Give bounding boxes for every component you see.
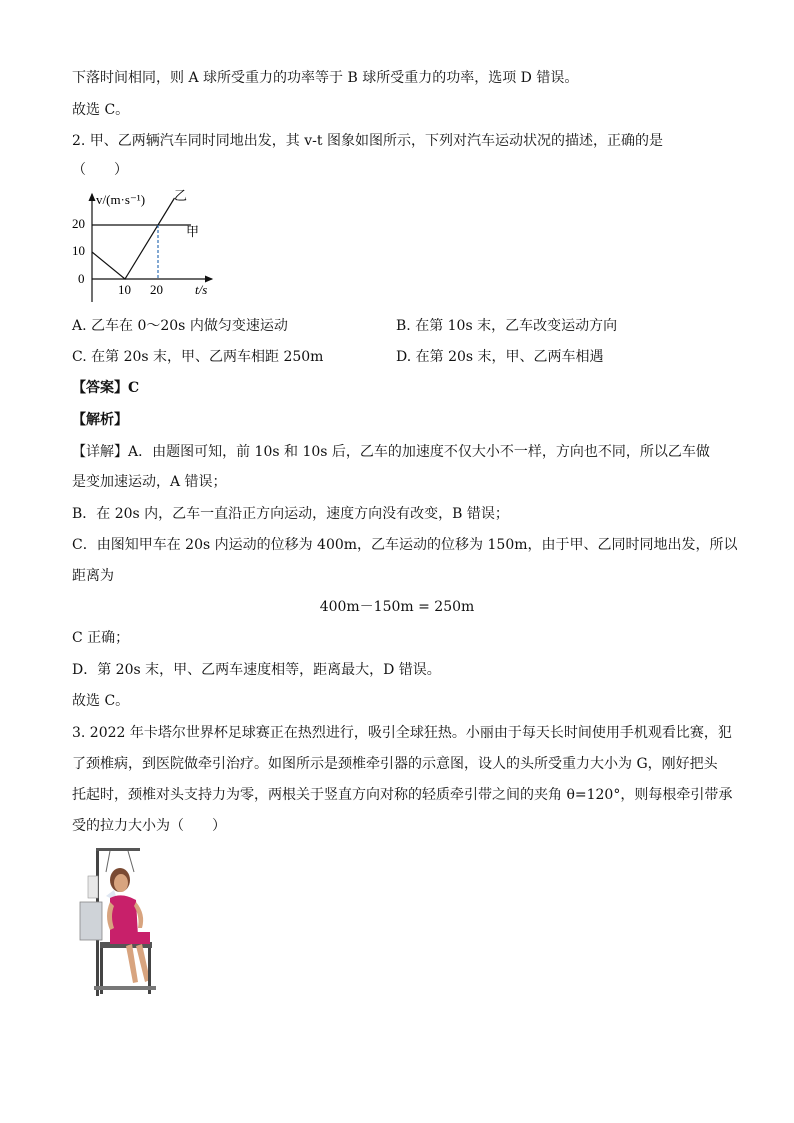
prev-conclusion: 故选 C。 — [72, 102, 130, 118]
q3-stem-line4: 受的拉力大小为（ ） — [72, 818, 226, 834]
option-d[interactable]: D. 在第 20s 末，甲、乙两车相遇 — [396, 349, 604, 365]
detail-c-result: C 正确； — [72, 630, 130, 646]
q3-stem-line1: 3. 2022 年卡塔尔世界杯足球赛正在热烈进行，吸引全球狂热。小丽由于每天长时间使用手机观看比赛，犯 — [72, 725, 732, 741]
q2-stem: 2. 甲、乙两辆汽车同时同地出发，其 v-t 图象如图所示，下列对汽车运动状况的描述，正确的是 — [72, 133, 663, 149]
series-label-yi: 乙 — [174, 188, 188, 203]
detail-a-line1: 【详解】A．由题图可知，前 10s 和 10s 后，乙车的加速度不仅大小不一样，方向也不同，所以乙车做 — [72, 444, 710, 460]
frame-top — [96, 848, 140, 851]
equation: 400m－150m = 250m — [319, 599, 475, 615]
option-a[interactable]: A. 乙车在 0～20s 内做匀变速运动 — [72, 318, 288, 334]
q2-conclusion: 故选 C。 — [72, 693, 130, 709]
x-tick-10: 10 — [118, 282, 131, 297]
answer-label: 【答案】C — [72, 380, 140, 396]
option-b[interactable]: B. 在第 10s 末，乙车改变运动方向 — [396, 318, 618, 334]
x-tick-20: 20 — [150, 282, 163, 297]
q2-paren: （ ） — [72, 162, 128, 178]
y-tick-0: 0 — [78, 271, 85, 286]
series-label-jia: 甲 — [186, 224, 200, 239]
y-tick-20: 20 — [72, 216, 85, 231]
detail-b: B．在 20s 内，乙车一直沿正方向运动，速度方向没有改变，B 错误； — [72, 506, 509, 522]
vt-graph — [64, 182, 224, 302]
prev-answer-line: 下落时间相同，则 A 球所受重力的功率等于 B 球所受重力的功率，选项 D 错误。 — [72, 70, 579, 86]
option-c[interactable]: C. 在第 20s 末，甲、乙两车相距 250m — [72, 349, 324, 365]
y-tick-10: 10 — [72, 243, 85, 258]
y-axis-label: v/(m·s⁻¹) — [96, 192, 146, 207]
detail-c-line1: C．由图知甲车在 20s 内运动的位移为 400m，乙车运动的位移为 150m，由于甲、乙同时同地出发，所以 — [72, 537, 738, 553]
detail-d: D．第 20s 末，甲、乙两车速度相等，距离最大，D 错误。 — [72, 662, 441, 678]
detail-c-line2: 距离为 — [72, 568, 114, 584]
torso — [110, 895, 138, 938]
q3-stem-line3: 托起时，颈椎对头支持力为零，两根关于竖直方向对称的轻质牵引带之间的夹角 θ=120°，则每根牵引带承 — [72, 787, 733, 803]
x-axis-label: t/s — [195, 282, 208, 297]
device-box — [80, 902, 102, 940]
detail-a-line2: 是变加速运动，A 错误； — [72, 474, 227, 490]
series-line-yi — [92, 198, 175, 279]
cervical-traction-figure — [76, 846, 168, 998]
q3-stem-line2: 了颈椎病，到医院做牵引治疗。如图所示是颈椎牵引器的示意图，设人的头所受重力大小为 G，刚好把头 — [72, 756, 718, 772]
analysis-label: 【解析】 — [72, 412, 128, 428]
